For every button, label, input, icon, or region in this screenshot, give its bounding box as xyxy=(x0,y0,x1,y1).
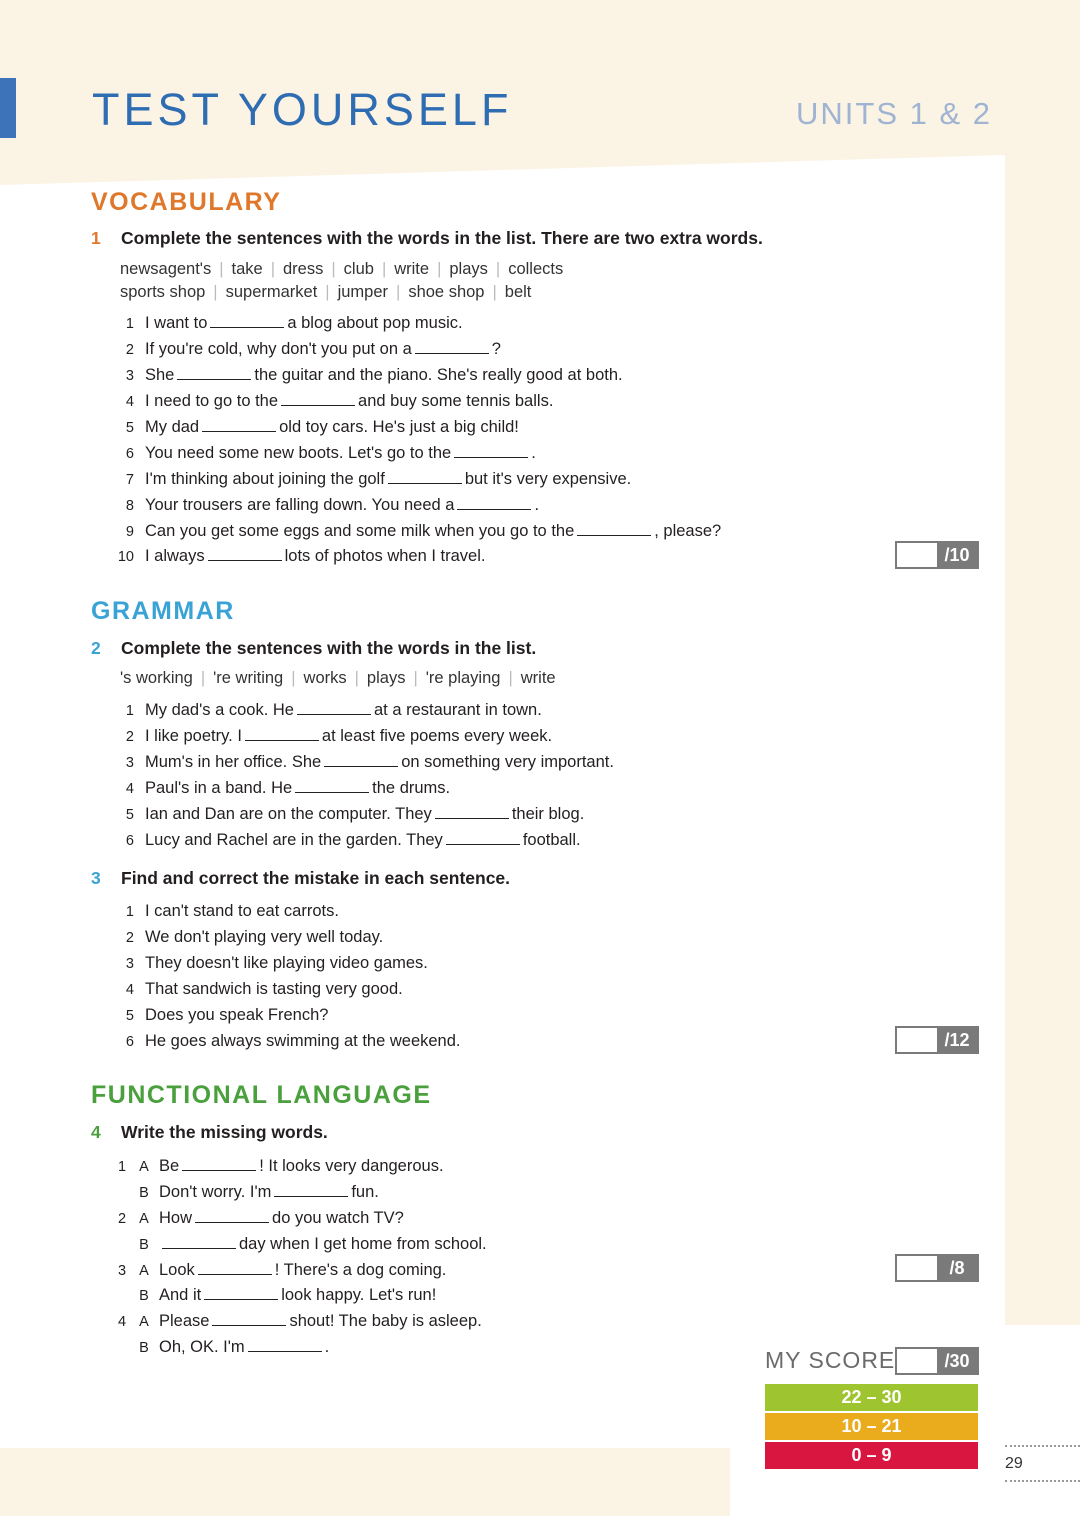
word: works xyxy=(303,669,347,687)
vocab-item-8: 8 Your trousers are falling down. You need a . xyxy=(125,496,540,514)
score-total: /30 xyxy=(937,1349,977,1373)
grammar-item-2: 2 I like poetry. I at least five poems every week. xyxy=(125,727,553,745)
page-number: 29 xyxy=(1005,1455,1023,1472)
grammar-item-1: 1 My dad's a cook. He at a restaurant in town. xyxy=(125,701,542,719)
answer-blank[interactable] xyxy=(198,1259,272,1275)
answer-blank[interactable] xyxy=(177,364,251,380)
mistake-item-2: 2 We don't playing very well today. xyxy=(125,928,384,946)
grammar-score-box[interactable] xyxy=(895,1026,979,1054)
answer-blank[interactable] xyxy=(182,1155,256,1171)
answer-blank[interactable] xyxy=(457,494,531,510)
answer-blank[interactable] xyxy=(162,1233,236,1249)
word: take xyxy=(231,260,263,278)
answer-blank[interactable] xyxy=(245,725,319,741)
exercise-number: 1 xyxy=(91,228,101,248)
mistake-item-6: 6 He goes always swimming at the weekend. xyxy=(125,1032,461,1050)
vocabulary-word-list xyxy=(120,258,563,303)
vocab-item-9: 9 Can you get some eggs and some milk when you go to the , please? xyxy=(125,522,722,540)
score-band-low: 0 – 9 xyxy=(765,1442,978,1469)
exercise-number: 2 xyxy=(91,638,101,658)
word-list-row: newsagent's | take | dress | club | write | plays | collects xyxy=(120,260,564,278)
word: collects xyxy=(508,260,564,278)
answer-blank[interactable] xyxy=(295,777,369,793)
score-total: /10 xyxy=(937,543,977,567)
word: plays xyxy=(366,669,406,687)
exercise-4-instruction xyxy=(91,1122,328,1143)
answer-blank[interactable] xyxy=(281,390,355,406)
vocabulary-score-box[interactable] xyxy=(895,541,979,569)
mistake-item-4: 4 That sandwich is tasting very good. xyxy=(125,980,403,998)
word: 're writing xyxy=(213,669,284,687)
word: write xyxy=(520,669,556,687)
dialogue-3-line-a: 3 A Look ! There's a dog coming. xyxy=(118,1261,447,1279)
vocab-item-6: 6 You need some new boots. Let's go to the . xyxy=(125,444,536,462)
vocab-item-5: 5 My dad old toy cars. He's just a big child! xyxy=(125,418,519,436)
score-total: /12 xyxy=(937,1028,977,1052)
word: plays xyxy=(449,260,488,278)
grammar-item-6: 6 Lucy and Rachel are in the garden. They football. xyxy=(125,831,581,849)
word: supermarket xyxy=(225,282,318,301)
instruction-text: Write the missing words. xyxy=(121,1122,328,1142)
answer-blank[interactable] xyxy=(297,699,371,715)
dialogue-3-line-b: B And it look happy. Let's run! xyxy=(139,1286,437,1304)
grammar-item-3: 3 Mum's in her office. She on something very important. xyxy=(125,753,614,771)
dialogue-1-line-b: B Don't worry. I'm fun. xyxy=(139,1183,379,1201)
vocab-item-7: 7 I'm thinking about joining the golf but it's very expensive. xyxy=(125,470,632,488)
grammar-item-4: 4 Paul's in a band. He the drums. xyxy=(125,779,451,797)
vocab-item-2: 2 If you're cold, why don't you put on a ? xyxy=(125,340,501,358)
dialogue-1-line-a: 1 A Be ! It looks very dangerous. xyxy=(118,1157,444,1175)
grammar-item-5: 5 Ian and Dan are on the computer. They their blog. xyxy=(125,805,585,823)
answer-blank[interactable] xyxy=(388,468,462,484)
answer-blank[interactable] xyxy=(212,1310,286,1326)
answer-blank[interactable] xyxy=(248,1336,322,1352)
answer-blank[interactable] xyxy=(577,520,651,536)
answer-blank[interactable] xyxy=(208,545,282,561)
word-list-row: sports shop | supermarket | jumper | shoe shop | belt xyxy=(120,282,532,301)
word: belt xyxy=(504,282,532,301)
dialogue-2-line-a: 2 A How do you watch TV? xyxy=(118,1209,404,1227)
answer-blank[interactable] xyxy=(195,1207,269,1223)
answer-blank[interactable] xyxy=(446,829,520,845)
exercise-2-instruction xyxy=(91,638,536,659)
grammar-heading: GRAMMAR xyxy=(91,597,235,625)
score-total: /8 xyxy=(937,1256,977,1280)
vocab-item-4: 4 I need to go to the and buy some tennis balls. xyxy=(125,392,554,410)
answer-blank[interactable] xyxy=(274,1181,348,1197)
dialogue-4-line-b: B Oh, OK. I'm . xyxy=(139,1338,330,1356)
my-score-box[interactable] xyxy=(895,1347,979,1375)
instruction-text: Complete the sentences with the words in the list. There are two extra words. xyxy=(121,228,763,248)
mistake-item-1: 1 I can't stand to eat carrots. xyxy=(125,902,339,920)
answer-blank[interactable] xyxy=(454,442,528,458)
my-score-label: MY SCORE xyxy=(765,1347,896,1373)
word: shoe shop xyxy=(408,282,485,301)
score-band-mid: 10 – 21 xyxy=(765,1413,978,1440)
answer-blank[interactable] xyxy=(415,338,489,354)
dialogue-2-line-b: B day when I get home from school. xyxy=(139,1235,487,1253)
word: write xyxy=(394,260,430,278)
vocabulary-heading: VOCABULARY xyxy=(91,188,282,216)
mistake-item-3: 3 They doesn't like playing video games. xyxy=(125,954,428,972)
exercise-number: 4 xyxy=(91,1122,101,1142)
score-band-high: 22 – 30 xyxy=(765,1384,978,1411)
page-number-rule-top xyxy=(1005,1445,1080,1447)
units-label: UNITS 1 & 2 xyxy=(796,96,992,131)
answer-blank[interactable] xyxy=(210,312,284,328)
functional-score-box[interactable] xyxy=(895,1254,979,1282)
word: jumper xyxy=(337,282,389,301)
vocab-item-3: 3 She the guitar and the piano. She's really good at both. xyxy=(125,366,623,384)
vocab-item-1: 1 I want to a blog about pop music. xyxy=(125,314,463,332)
dialogue-4-line-a: 4 A Please shout! The baby is asleep. xyxy=(118,1312,482,1330)
chapter-tab-marker xyxy=(0,78,16,138)
answer-blank[interactable] xyxy=(435,803,509,819)
word: dress xyxy=(283,260,324,278)
exercise-3-instruction xyxy=(91,868,510,889)
word: 're playing xyxy=(425,669,501,687)
vocab-item-10: 10 I always lots of photos when I travel. xyxy=(117,547,486,565)
answer-blank[interactable] xyxy=(202,416,276,432)
answer-blank[interactable] xyxy=(204,1284,278,1300)
mistake-item-5: 5 Does you speak French? xyxy=(125,1006,329,1024)
word: sports shop xyxy=(120,282,206,301)
exercise-number: 3 xyxy=(91,868,101,888)
word: 's working xyxy=(120,669,193,687)
answer-blank[interactable] xyxy=(324,751,398,767)
word: club xyxy=(343,260,374,278)
grammar-word-list: 's working | 're writing | works | plays | 're playing | write xyxy=(120,669,556,687)
functional-language-heading: FUNCTIONAL LANGUAGE xyxy=(91,1081,432,1109)
page-number-rule-bottom xyxy=(1005,1480,1080,1482)
instruction-text: Complete the sentences with the words in the list. xyxy=(121,638,537,658)
word: newsagent's xyxy=(120,260,212,278)
instruction-text: Find and correct the mistake in each sentence. xyxy=(121,868,511,888)
exercise-1-instruction xyxy=(91,228,763,249)
page-title: TEST YOURSELF xyxy=(92,84,513,135)
